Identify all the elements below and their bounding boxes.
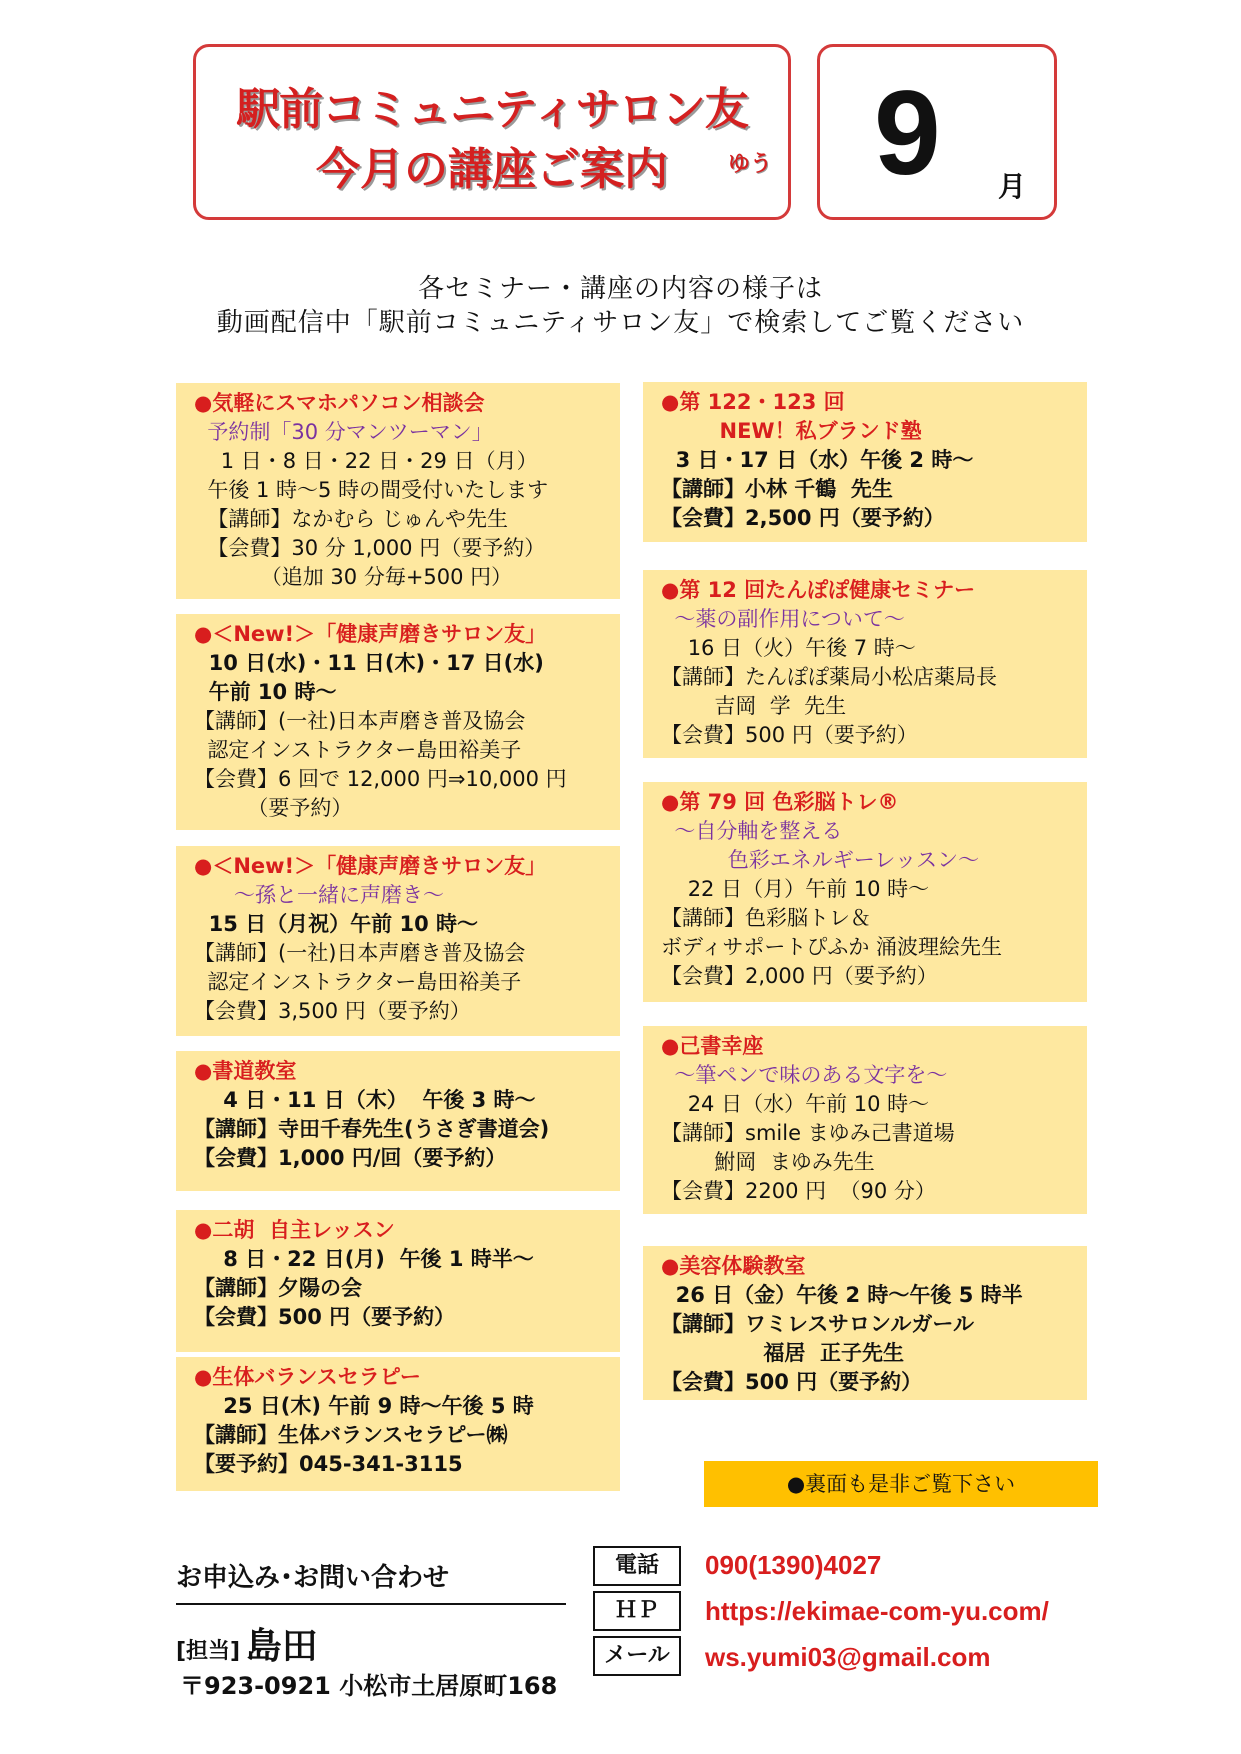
back-side-notice: ●裏面も是非ご覧下さい [704, 1461, 1098, 1507]
course-card [176, 1357, 620, 1491]
course-detail-line: 【講師】ワミレスサロンルガール [661, 1312, 975, 1336]
course-detail-line: 【講師】(一社)日本声磨き普及協会 [194, 709, 526, 733]
course-title: ●生体バランスセラピー [194, 1365, 421, 1389]
course-card [643, 382, 1087, 542]
course-detail-line: 15 日（月祝）午前 10 時～ [194, 912, 479, 936]
course-detail-line: 【講師】(一社)日本声磨き普及協会 [194, 941, 526, 965]
course-title: ●第 79 回 色彩脳トレ® [661, 790, 899, 814]
course-detail-line: 【会費】3,500 円（要予約） [194, 999, 471, 1023]
course-detail-line: 【会費】2,000 円（要予約） [661, 964, 938, 988]
course-detail-line: 【講師】小林 千鶴 先生 [661, 477, 893, 501]
course-title: ●第 122・123 回 [661, 390, 845, 414]
course-card [643, 782, 1087, 1002]
course-detail-line: ～筆ペンで味のある文字を～ [661, 1063, 948, 1087]
contact-divider [176, 1603, 566, 1605]
course-detail-line: 1 日・8 日・22 日・29 日（月） [194, 449, 538, 473]
course-detail-line: 【講師】なかむら じゅんや先生 [194, 507, 509, 531]
phone-number[interactable]: 090(1390)4027 [705, 1550, 882, 1580]
course-card [176, 846, 620, 1036]
course-detail-line: ～孫と一緒に声磨き～ [194, 883, 445, 907]
course-detail-line: 24 日（水）午前 10 時～ [661, 1092, 930, 1116]
course-detail-line: 26 日（金）午後 2 時～午後 5 時半 [661, 1283, 1023, 1307]
course-detail-line: 【講師】色彩脳トレ＆ [661, 906, 871, 930]
course-detail-line: 【会費】500 円（要予約） [661, 1370, 923, 1394]
course-detail-line: 【講師】たんぽぽ薬局小松店薬局長 [661, 665, 997, 689]
course-detail-line: ～薬の副作用について～ [661, 607, 905, 631]
course-detail-line: 午後 1 時～5 時の間受付いたします [194, 478, 549, 502]
course-detail-line: 午前 10 時～ [194, 680, 337, 704]
course-detail-line: ボディサポートぴふか 涌波理絵先生 [661, 935, 1002, 959]
course-detail-line: 【要予約】045-341-3115 [194, 1452, 463, 1476]
course-title: ●美容体験教室 [661, 1254, 806, 1278]
course-title: ●＜New!＞「健康声磨きサロン友」 [194, 854, 547, 878]
course-detail-line: 福居 正子先生 [661, 1341, 904, 1365]
phone-label: 電話 [593, 1546, 681, 1586]
title-line-2: 今月の講座ご案内 [316, 144, 668, 195]
email-label: メール [593, 1636, 681, 1676]
course-title: ●己書幸座 [661, 1034, 764, 1058]
intro-line-2: 動画配信中「駅前コミュニティサロン友」で検索してご覧ください [216, 308, 1025, 338]
course-detail-line: 鮒岡 まゆみ先生 [661, 1150, 875, 1174]
course-card [176, 383, 620, 599]
course-detail-line: ～自分軸を整える [661, 819, 843, 843]
course-detail-line: 認定インストラクター島田裕美子 [194, 970, 522, 994]
course-detail-line: 【会費】500 円（要予約） [661, 723, 918, 747]
course-detail-line: 【会費】2200 円 （90 分） [661, 1179, 936, 1203]
course-detail-line: 認定インストラクター島田裕美子 [194, 738, 522, 762]
course-detail-line: 25 日(木) 午前 9 時～午後 5 時 [194, 1394, 534, 1418]
course-detail-line: 【講師】寺田千春先生(うさぎ書道会) [194, 1117, 550, 1141]
course-detail-line: 10 日(水)・11 日(木)・17 日(水) [194, 651, 544, 675]
course-card [176, 614, 620, 830]
course-title: ●気軽にスマホパソコン相談会 [194, 391, 485, 415]
month-box [817, 44, 1057, 220]
intro-line-1: 各セミナー・講座の内容の様子は [417, 274, 823, 304]
course-card [176, 1210, 620, 1352]
course-detail-line: （要予約） [194, 796, 353, 820]
course-detail-line: 【講師】生体バランスセラピー㈱ [194, 1423, 508, 1447]
course-detail-line: 【会費】2,500 円（要予約） [661, 506, 945, 530]
course-card [643, 1026, 1087, 1214]
course-detail-line: （追加 30 分毎+500 円） [194, 565, 513, 589]
homepage-link[interactable]: https://ekimae-com-yu.com/ [705, 1596, 1049, 1626]
title-box [193, 44, 791, 220]
course-detail-line: 【会費】30 分 1,000 円（要予約） [194, 536, 546, 560]
course-detail-line: 【会費】1,000 円/回（要予約） [194, 1146, 507, 1170]
course-detail-line: NEW！私ブランド塾 [661, 419, 922, 443]
title-line-1: 駅前コミュニティサロン友 [236, 84, 748, 135]
course-detail-line: 8 日・22 日(月) 午後 1 時半～ [194, 1247, 534, 1271]
course-detail-line: 予約制「30 分マンツーマン」 [194, 420, 493, 444]
course-title: ●二胡 自主レッスン [194, 1218, 395, 1242]
course-detail-line: 4 日・11 日（木） 午後 3 時～ [194, 1088, 536, 1112]
course-detail-line: 【講師】smile まゆみ己書道場 [661, 1121, 955, 1145]
course-detail-line: 吉岡 学 先生 [661, 694, 847, 718]
month-unit: 月 [998, 170, 1027, 203]
person-name: 島田 [245, 1626, 318, 1667]
person-label: [担当] [176, 1639, 241, 1664]
month-number: 9 [874, 66, 941, 200]
contact-heading: お申込み･お問い合わせ [176, 1563, 450, 1593]
course-title: ●＜New!＞「健康声磨きサロン友」 [194, 622, 547, 646]
course-detail-line: 16 日（火）午後 7 時～ [661, 636, 916, 660]
course-title: ●第 12 回たんぽぽ健康セミナー [661, 578, 976, 602]
homepage-label: ＨＰ [593, 1591, 681, 1631]
course-card [643, 1246, 1087, 1400]
course-detail-line: 22 日（月）午前 10 時～ [661, 877, 930, 901]
course-detail-line: 【講師】夕陽の会 [194, 1276, 362, 1300]
course-title: ●書道教室 [194, 1059, 297, 1083]
course-card [643, 570, 1087, 758]
course-detail-line: 色彩エネルギーレッスン～ [661, 848, 980, 872]
course-card [176, 1051, 620, 1191]
contact-person [176, 1618, 318, 1669]
email-link[interactable]: ws.yumi03@gmail.com [705, 1642, 991, 1672]
course-detail-line: 【会費】6 回で 12,000 円⇒10,000 円 [194, 767, 567, 791]
course-detail-line: 3 日・17 日（水）午後 2 時～ [661, 448, 974, 472]
contact-address: 〒923-0921 小松市土居原町168 [180, 1672, 558, 1700]
course-detail-line: 【会費】500 円（要予約） [194, 1305, 456, 1329]
title-furigana: ゆう [727, 152, 772, 177]
